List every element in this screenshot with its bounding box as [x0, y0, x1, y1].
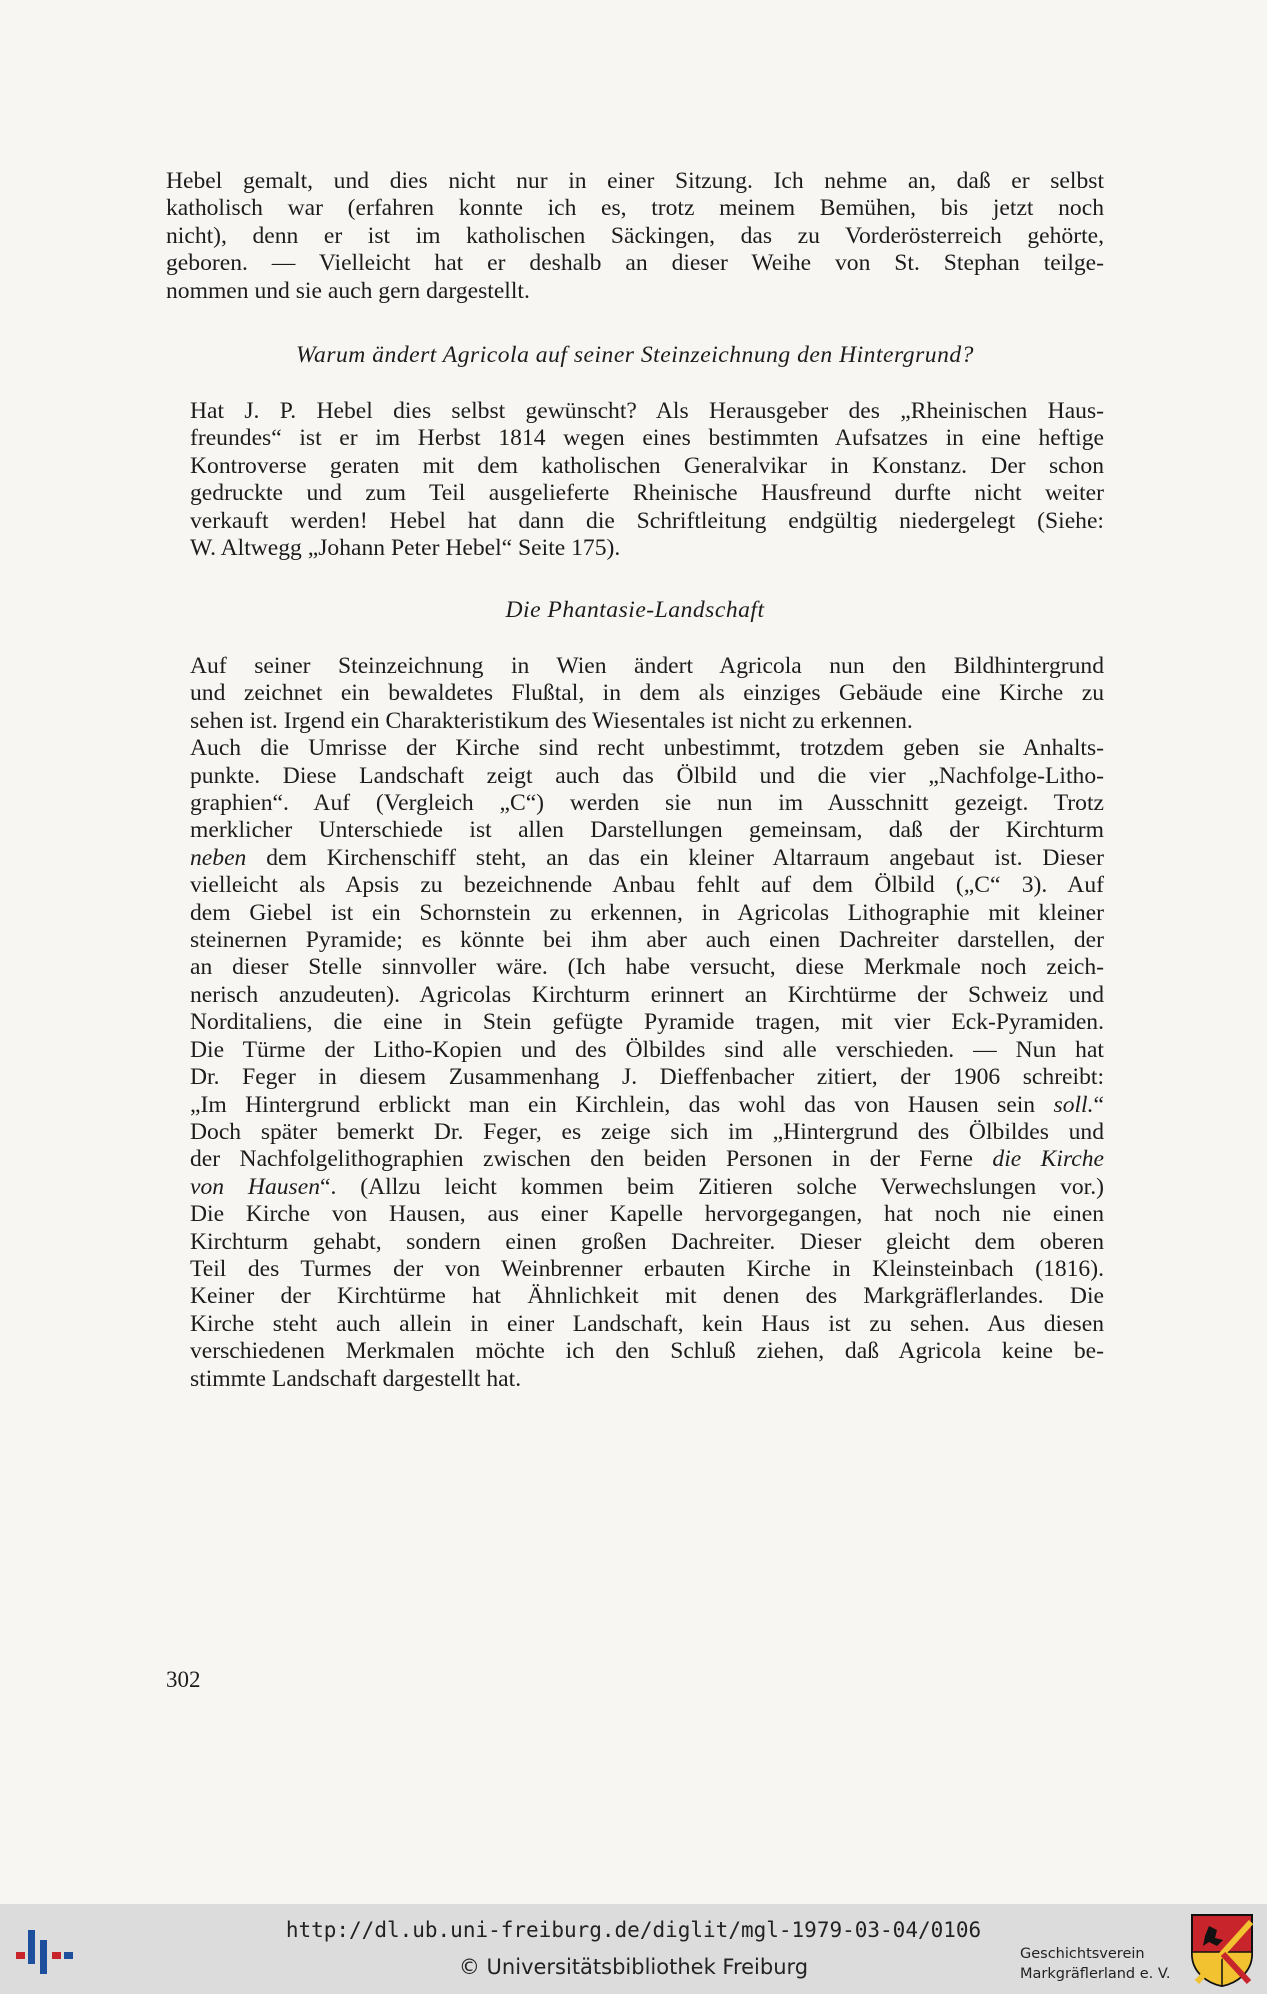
- text-line: Auch die Umrisse der Kirche sind recht unbestimmt, trotzdem geben sie Anhalts-: [190, 735, 1104, 762]
- text-line: dem Giebel ist ein Schornstein zu erkennen, in Agricolas Lithographie mit kleiner: [190, 899, 1104, 926]
- section-heading-2: Die Phantasie-Landschaft: [505, 597, 765, 623]
- copyright-notice: © Universitätsbibliothek Freiburg: [458, 1955, 809, 1979]
- text-line: vielleicht als Apsis zu bezeichnende Anbau fehlt auf dem Ölbild („C“ 3). Auf: [190, 872, 1104, 899]
- text-line: an dieser Stelle sinnvoller wäre. (Ich habe versucht, diese Merkmale noch zeich-: [190, 954, 1104, 981]
- italic-word: neben: [190, 844, 247, 871]
- text-line: Hat J. P. Hebel dies selbst gewünscht? Als Herausgeber des „Rheinischen Haus-: [190, 398, 1104, 424]
- text-line: sehen ist. Irgend ein Charakteristikum des Wiesentales ist nicht zu erkennen.: [190, 707, 913, 734]
- text-line: punkte. Diese Landschaft zeigt auch das Ölbild und die vier „Nachfolge-Litho-: [190, 762, 1104, 789]
- text-line: Auf seiner Steinzeichnung in Wien ändert Agricola nun den Bildhintergrund: [190, 653, 1104, 679]
- text-line: katholisch war (erfahren konnte ich es, trotz meinem Bemühen, bis jetzt noch: [166, 195, 1104, 222]
- text-line: W. Altwegg „Johann Peter Hebel“ Seite 175).: [190, 535, 621, 562]
- coat-of-arms-icon: [1189, 1912, 1255, 1988]
- text-run: dem Kirchenschiff steht, an das ein kleiner Altarraum angebaut ist. Dieser: [246, 844, 1104, 871]
- text-line: Doch später bemerkt Dr. Feger, es zeige sich im „Hintergrund des Ölbildes und: [190, 1118, 1104, 1145]
- text-line: verkauft werden! Hebel hat dann die Schriftleitung endgültig niedergelegt (Siehe:: [190, 507, 1104, 534]
- italic-word: soll.: [1053, 1091, 1094, 1118]
- text-line: Die Kirche von Hausen, aus einer Kapelle hervorgegangen, hat noch nie einen: [190, 1201, 1104, 1228]
- text-line: nicht), denn er ist im katholischen Säckingen, das zu Vorderösterreich gehörte,: [166, 222, 1104, 249]
- text-line: nerisch anzudeuten). Agricolas Kirchturm erinnert an Kirchtürme der Schweiz und: [190, 981, 1104, 1008]
- text-line: freundes“ ist er im Herbst 1814 wegen eines bestimmten Aufsatzes in eine heftige: [190, 425, 1104, 452]
- text-line: Die Türme der Litho-Kopien und des Ölbildes sind alle verschieden. — Nun hat: [190, 1036, 1104, 1063]
- italic-phrase: von Hausen: [190, 1173, 321, 1200]
- society-name: [1020, 1944, 1180, 1984]
- page-number: 302: [166, 1667, 201, 1692]
- italic-phrase: die Kirche: [992, 1146, 1104, 1173]
- text-line: Keiner der Kirchtürme hat Ähnlichkeit mit denen des Markgräflerlandes. Die: [190, 1283, 1104, 1310]
- text-line: graphien“. Auf (Vergleich „C“) werden sie nun im Ausschnitt gezeigt. Trotz: [190, 790, 1104, 817]
- paragraph-3-text: [166, 653, 1104, 735]
- text-line: nommen und sie auch gern dargestellt.: [166, 277, 530, 304]
- text-run: „Im Hintergrund erblickt man ein Kirchlein, das wohl das von Hausen sein: [190, 1091, 1054, 1118]
- text-line: Kontroverse geraten mit dem katholischen Generalvikar in Konstanz. Der schon: [190, 452, 1104, 479]
- text-line: geboren. — Vielleicht hat er deshalb an dieser Weihe von St. Stephan teilge-: [166, 250, 1104, 277]
- text-line: verschiedenen Merkmalen möchte ich den Schluß ziehen, daß Agricola keine be-: [190, 1338, 1104, 1365]
- text-line: [166, 1146, 1104, 1173]
- text-line: [166, 845, 1104, 872]
- viewer-footer: [0, 1904, 1267, 1994]
- text-line: stimmte Landschaft dargestellt hat.: [190, 1365, 522, 1392]
- text-line: Hebel gemalt, und dies nicht nur in einer Sitzung. Ich nehme an, daß er selbst: [166, 168, 1104, 194]
- text-line: und zeichnet ein bewaldetes Flußtal, in dem als einziges Gebäude eine Kirche zu: [190, 680, 1104, 707]
- society-name-line-2: Markgräflerland e. V.: [1020, 1966, 1171, 1982]
- text-line: Dr. Feger in diesem Zusammenhang J. Dieffenbacher zitiert, der 1906 schreibt:: [190, 1064, 1104, 1091]
- society-name-line-1: Geschichtsverein: [1020, 1946, 1145, 1962]
- text-run: der Nachfolgelithographien zwischen den beiden Personen in der Ferne: [190, 1146, 993, 1173]
- text-line: Kirche steht auch allein in einer Landschaft, kein Haus ist zu sehen. Aus diesen: [190, 1310, 1104, 1337]
- paragraph-1: [166, 168, 1104, 305]
- text-run: “. (Allzu leicht kommen beim Zitieren solche Verwechslungen vor.): [320, 1173, 1104, 1200]
- text-run: “: [1093, 1091, 1104, 1118]
- text-line: steinernen Pyramide; es könnte bei ihm aber auch einen Dachreiter darstellen, der: [190, 927, 1104, 954]
- text-line: Norditaliens, die eine in Stein gefügte Pyramide tragen, mit vier Eck-Pyramiden.: [190, 1009, 1104, 1036]
- paragraph-2: [166, 398, 1104, 562]
- text-line: Kirchturm gehabt, sondern einen großen Dachreiter. Dieser gleicht dem oberen: [190, 1228, 1104, 1255]
- paragraph-3: [166, 653, 1104, 1393]
- text-line: merklicher Unterschiede ist allen Darstellungen gemeinsam, daß der Kirchturm: [190, 817, 1104, 844]
- paragraph-2-text: [166, 398, 1104, 562]
- text-line: [166, 1174, 1104, 1201]
- text-line: [166, 1092, 1104, 1119]
- paragraph-1-text: [166, 168, 1104, 305]
- section-heading-1: Warum ändert Agricola auf seiner Steinzeichnung den Hintergrund?: [296, 342, 974, 368]
- permalink-url[interactable]: http://dl.ub.uni-freiburg.de/diglit/mgl-1979-03-04/0106: [285, 1918, 982, 1942]
- text-line: gedruckte und zum Teil ausgelieferte Rheinische Hausfreund durfte nicht weiter: [190, 480, 1104, 507]
- text-line: Teil des Turmes der von Weinbrenner erbauten Kirche in Kleinsteinbach (1816).: [190, 1255, 1104, 1282]
- paragraph-4-text: [166, 735, 1104, 1393]
